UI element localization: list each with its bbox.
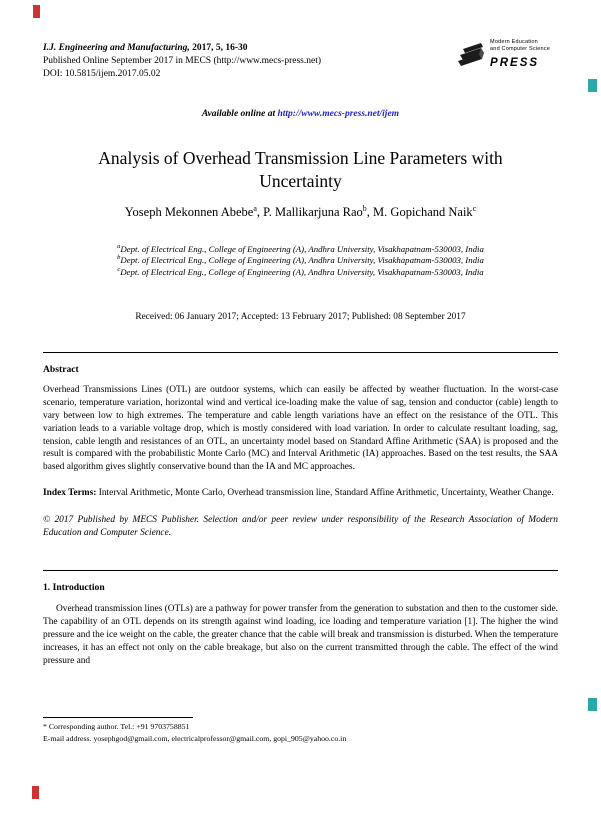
index-terms-list: Interval Arithmetic, Monte Carlo, Overhead transmission line, Standard Affine Arithmetic, Uncertainty, Weather Change.	[96, 488, 554, 499]
divider-above-introduction	[43, 570, 558, 571]
divider-above-abstract	[43, 352, 558, 353]
abstract-text: Overhead Transmissions Lines (OTL) are outdoor systems, which can easily be affected by weather fluctuation. In the worst-case scenario, temperature variation, horizontal wind and vertical ice-loading make the value of sag, tension and conductor (cable) length to vary between low to high extremes. The temperature and cable length variations have an effect on the resistance of the OTL. This variation leads to a variable voltage drop, which is mostly considered with load variation. In order to calculate resultant loading, sag, tension, cable length and resistances of an OTL, an uncertainty model based on Standard Affine Arithmetic (SAA) is proposed and the result is compared with the probabilistic Monte Carlo (MC) and Interval Arithmetic (IA) approaches. Based on the test results, the SAA based algorithm gives slightly conservative bound than the IA and MC approaches.	[43, 384, 558, 473]
journal-masthead	[43, 39, 558, 81]
author-name-3: , M. Gopichand Naik	[366, 205, 473, 219]
doi-line: DOI: 10.5815/ijem.2017.05.02	[43, 69, 161, 79]
email-address-note: E-mail address. yosephgod@gmail.com, electricalprofessor@gmail.com, gopi_905@yahoo.co.in	[43, 733, 347, 743]
index-terms-line	[43, 487, 558, 500]
page-edge-marker-red-bottom	[32, 786, 39, 799]
affiliation-mark-b: b	[117, 254, 121, 262]
authors-line	[43, 204, 558, 220]
mecs-books-icon	[455, 39, 487, 76]
affiliation-mark-a: a	[117, 243, 121, 251]
mecs-press-logo	[455, 39, 550, 76]
published-online-line: Published Online September 2017 in MECS (http://www.mecs-press.net)	[43, 56, 322, 66]
corresponding-author-note: * Corresponding author. Tel.: +91 9703758851	[43, 722, 190, 732]
affiliation-c	[43, 267, 558, 278]
mecs-logo-text	[490, 39, 550, 70]
copyright-notice: © 2017 Published by MECS Publisher. Selection and/or peer review under responsibility of the Research Association of Modern Education and Computer Science.	[43, 515, 558, 539]
page-edge-marker-teal-top	[588, 79, 597, 92]
available-online-prefix: Available online at	[201, 109, 278, 119]
available-online-line	[43, 109, 558, 119]
footnote-block	[43, 717, 558, 744]
author-affiliation-mark-3: c	[472, 203, 477, 213]
author-name-2: , P. Mallikarjuna Rao	[256, 205, 363, 219]
page-edge-marker-teal-bottom	[588, 698, 597, 711]
affiliation-b	[43, 255, 558, 266]
logo-text-line1: Modern Education	[490, 39, 538, 45]
journal-name: I.J. Engineering and Manufacturing,	[43, 43, 190, 53]
logo-press-label: PRESS	[490, 57, 540, 69]
received-accepted-published-line: Received: 06 January 2017; Accepted: 13 February 2017; Published: 08 September 2017	[135, 311, 466, 322]
author-affiliation-mark-2: b	[362, 203, 367, 213]
introduction-heading: 1. Introduction	[43, 581, 105, 593]
affiliation-text-c: Dept. of Electrical Eng., College of Engineering (A), Andhra University, Visakhapatnam-530003, India	[120, 266, 484, 277]
author-affiliation-mark-1: a	[253, 203, 257, 213]
journal-url-link[interactable]: http://www.mecs-press.net/ijem	[277, 109, 400, 119]
author-name-1: Yoseph Mekonnen Abebe	[124, 205, 254, 219]
abstract-heading: Abstract	[43, 363, 79, 375]
paper-title: Analysis of Overhead Transmission Line Parameters with Uncertainty	[98, 148, 503, 191]
affiliation-mark-c: c	[117, 265, 121, 273]
affiliation-text-b: Dept. of Electrical Eng., College of Engineering (A), Andhra University, Visakhapatnam-530003, India	[120, 255, 484, 266]
introduction-text: Overhead transmission lines (OTLs) are a pathway for power transfer from the generation to substation and then to the customer side. The capability of an OTL depends on its strength against wind loading, ice loading and temperature variation [1]. The higher the wind pressure and the ice weight on the cable, the greater chance that the cable will break and transmission is disturbed. When the temperature increases, it has an effect not only on the cable breakage, but also on the current transmitted through the cable. The effect of the wind pressure and	[43, 603, 558, 666]
footnote-divider	[43, 717, 193, 718]
affiliation-text-a: Dept. of Electrical Eng., College of Engineering (A), Andhra University, Visakhapatnam-530003, India	[120, 244, 484, 254]
logo-text-line2: and Computer Science	[490, 46, 550, 52]
page-edge-marker-red-top	[33, 5, 40, 18]
affiliations-block	[43, 244, 558, 278]
index-terms-label: Index Terms:	[43, 488, 97, 499]
journal-issue: 2017, 5, 16-30	[189, 43, 248, 53]
